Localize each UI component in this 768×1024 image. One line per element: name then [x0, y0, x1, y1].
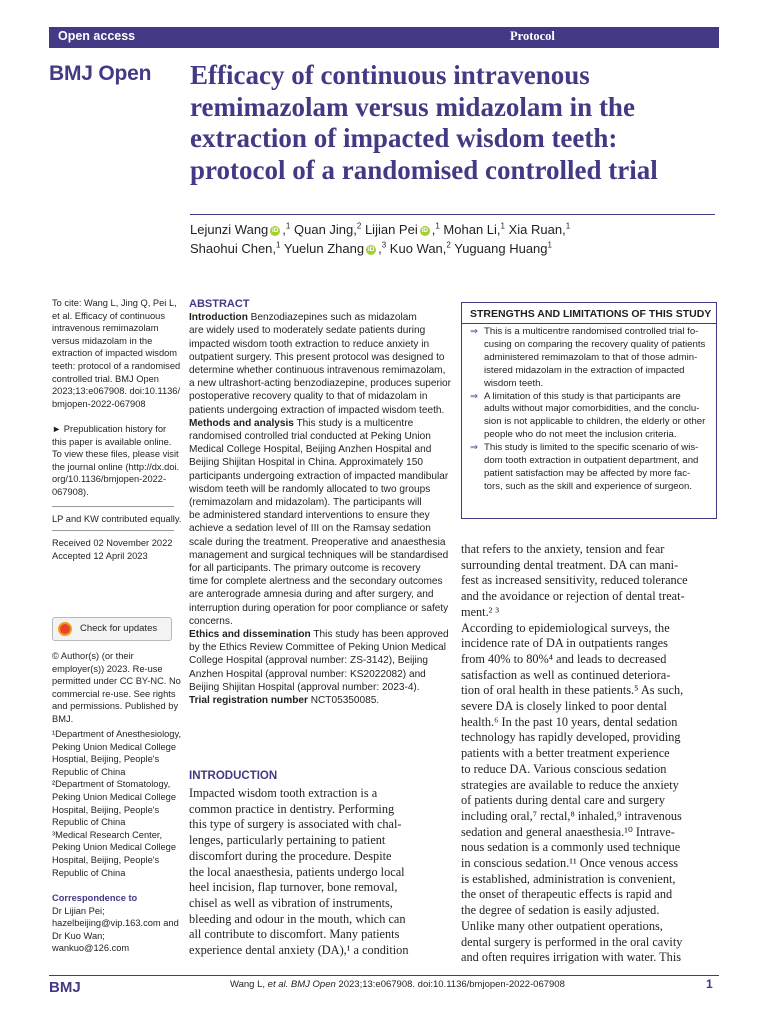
- prepub-line: ► Prepublication history for: [52, 424, 167, 434]
- body-text-line: the degree of sedation is easily adjusted.: [461, 903, 660, 918]
- abstract-line: [189, 483, 451, 496]
- copyright-line: and permissions. Published by: [52, 701, 179, 712]
- title-divider: [190, 214, 715, 215]
- abstract-line: [189, 430, 451, 443]
- body-text-line: Unlike many other outpatient operations,: [461, 918, 663, 933]
- abstract-line: [189, 681, 451, 694]
- introduction-text-col2: [461, 542, 717, 966]
- author-name: Quan Jing,: [294, 222, 357, 237]
- author-affiliation-number: 1: [547, 240, 552, 250]
- strength-line: [470, 416, 714, 429]
- introduction-heading: INTRODUCTION: [189, 770, 278, 782]
- sidebar-divider: [52, 530, 174, 531]
- box-divider: [462, 323, 716, 324]
- abstract-line: [189, 549, 451, 562]
- correspondence-heading: Correspondence to: [52, 893, 138, 903]
- body-text-line: experience dental anxiety (DA),¹ a condition: [189, 943, 409, 958]
- abstract-text: This study is a multicentre: [293, 417, 414, 429]
- abstract-text: (remimazolam and midazolam). The participants will: [189, 497, 422, 509]
- prepub-line: To view these files, please visit: [52, 449, 179, 460]
- citation-line: teeth: protocol of a randomised: [52, 360, 181, 371]
- body-text-line: and the avoidance or rejection of dental treat-: [461, 589, 685, 604]
- copyright-line: BMJ.: [52, 713, 74, 724]
- affiliation-line: Peking Union Medical College: [52, 791, 177, 802]
- body-text-line: fest as increased sensitivity, reduced tolerance: [461, 573, 688, 588]
- body-text-line: lenges, particularly pertaining to patient: [189, 833, 386, 848]
- received-date: Received 02 November 2022: [52, 538, 173, 548]
- abstract-text: interruption during operation for poor compliance or safety: [189, 602, 449, 614]
- abstract-text: outpatient surgery. This present protocol was designed to: [189, 351, 445, 363]
- abstract-line: [189, 417, 451, 430]
- abstract-line: [189, 364, 451, 377]
- equal-contribution-note: [52, 513, 180, 526]
- citation-line: extraction of impacted wisdom: [52, 348, 178, 359]
- copyright-line: employer(s)) 2023. Re-use: [52, 663, 163, 674]
- body-text-line: heel incision, flap turnover, bone removal,: [189, 880, 398, 895]
- copyright-line: permitted under CC BY-NC. No: [52, 676, 181, 687]
- footer-journal: et al. BMJ Open: [267, 979, 336, 990]
- abstract-line: [189, 562, 451, 575]
- strength-text: tors, such as the skill and experience of surgeon.: [484, 480, 692, 492]
- abstract-text: postoperative recovery quality to that of midazolam in: [189, 391, 428, 403]
- page-number: 1: [706, 977, 713, 991]
- citation-line: versus midazolam in the: [52, 335, 153, 346]
- body-text-line: of patients during dental care and surgery: [461, 793, 665, 808]
- strength-line: [470, 403, 714, 416]
- strength-line: [470, 365, 714, 378]
- abstract-subheading: Trial registration number: [189, 695, 308, 707]
- abstract-text: randomised controlled trial conducted at Peking Union: [189, 431, 431, 443]
- abstract-text: Medical College Hospital, Beijing Anzhen Hospital and: [189, 444, 432, 456]
- strength-text: This study is limited to the specific scenario of wis-: [484, 442, 699, 454]
- check-for-updates-button[interactable]: [52, 617, 172, 641]
- check-updates-label: Check for updates: [80, 623, 158, 634]
- dates-block: [52, 537, 180, 562]
- journal-logo: BMJ Open: [49, 62, 152, 85]
- body-text-line: is established, administration is convenient,: [461, 871, 676, 886]
- abstract-text: Beijing Shijitan Hospital in China. Approximately 150: [189, 457, 423, 469]
- abstract-line: [189, 602, 451, 615]
- title-line: Efficacy of continuous intravenous: [190, 60, 590, 90]
- body-text-line: discomfort during the procedure. Despite: [189, 848, 392, 863]
- author-name: Xia Ruan,: [508, 222, 566, 237]
- correspondence-line: Dr Lijian Pei;: [52, 905, 105, 916]
- footer-citation: [230, 979, 565, 990]
- copyright-line: © Author(s) (or their: [52, 651, 134, 661]
- citation-line: et al. Efficacy of continuous: [52, 310, 166, 321]
- title-line: extraction of impacted wisdom teeth:: [190, 123, 618, 153]
- abstract-line: [189, 338, 451, 351]
- body-text-line: the local anaesthesia, patients undergo local: [189, 864, 405, 879]
- bullet-arrow-icon: ⇒: [470, 326, 479, 337]
- prepub-line: 067908).: [52, 486, 89, 497]
- prepub-note[interactable]: [52, 423, 180, 499]
- body-text-line: to reduce DA. Various conscious sedation: [461, 761, 667, 776]
- abstract-text: participants undergoing extraction of impacted mandibular: [189, 470, 449, 482]
- author-name: Yuguang Huang: [454, 241, 548, 256]
- abstract-text: time for complete alertness and the secondary outcomes: [189, 576, 443, 588]
- correspondence-details: [52, 905, 180, 955]
- abstract-line: [189, 311, 451, 324]
- abstract-line: [189, 628, 451, 641]
- author-affiliation-number: 2: [446, 240, 451, 250]
- abstract-line: [189, 536, 451, 549]
- citation-line: controlled trial. BMJ Open: [52, 373, 159, 384]
- author-affiliation-number: 2: [356, 221, 362, 231]
- abstract-line: [189, 575, 451, 588]
- author-name: Lejunzi Wang: [190, 222, 269, 237]
- abstract-line: [189, 654, 451, 667]
- abstract-line: [189, 351, 451, 364]
- introduction-text-col1: [189, 786, 445, 959]
- citation-line: To cite: Wang L, Jing Q, Pei L,: [52, 298, 177, 308]
- abstract-subheading: Introduction: [189, 312, 248, 324]
- author-affiliation-number: 1: [435, 221, 440, 231]
- strength-text: administered remimazolam to that of those admin-: [484, 351, 698, 363]
- abstract-line: [189, 390, 451, 403]
- body-text-line: this type of surgery is associated with chal-: [189, 817, 402, 832]
- equal-text: LP and KW contributed equally.: [52, 514, 182, 524]
- affiliation-line: Peking Union Medical College: [52, 741, 177, 752]
- affiliation-line: ¹Department of Anesthesiology,: [52, 729, 182, 739]
- article-type-label: Protocol: [510, 29, 555, 43]
- prepub-line: this paper is available online.: [52, 436, 172, 447]
- strengths-limitations-box: [461, 302, 717, 519]
- strength-line: [470, 378, 714, 391]
- strength-line: [470, 391, 714, 404]
- copyright-line: commercial re-use. See rights: [52, 688, 176, 699]
- author-line: Lejunzi Wang iD ,$^1$ Quan Jing,$^2$ Lijian Pei iD ,$^1$ Mohan Li,$^1$ Xia Ruan,$^1$: [190, 221, 571, 237]
- strength-text: adults without major comorbidities, and the conclu-: [484, 403, 700, 415]
- abstract-line: [189, 668, 451, 681]
- prepub-line: the journal online (http://dx.doi.: [52, 461, 180, 472]
- abstract-text: This study has been approved: [310, 629, 449, 641]
- strength-text: people who do not meet the inclusion criteria.: [484, 429, 677, 441]
- abstract-subheading: Methods and analysis: [189, 417, 294, 429]
- author-affiliation-number: 1: [565, 221, 571, 231]
- abstract-text: Anzhen Hospital (approval number: KS2022082) and: [189, 668, 426, 680]
- correspondence-line: wankuo@126.com: [52, 943, 130, 954]
- body-text-line: chisel as well as vibration of instruments,: [189, 895, 393, 910]
- abstract-line: [189, 443, 451, 456]
- abstract-text: patients undergoing extraction of impacted wisdom teeth.: [189, 404, 445, 416]
- body-text-line: satisfaction as well as continued deteriora-: [461, 667, 671, 682]
- strength-line: [470, 481, 714, 494]
- body-text-line: the onset of therapeutic effects is rapid and: [461, 887, 673, 902]
- abstract-heading: ABSTRACT: [189, 298, 250, 310]
- body-text-line: strategies are available to reduce the anxiety: [461, 777, 679, 792]
- body-text-line: dental surgery is performed in the oral cavity: [461, 934, 683, 949]
- body-text-line: severe DA is closely linked to poor dental: [461, 699, 667, 714]
- open-access-label: Open access: [58, 29, 136, 43]
- body-text-line: in conscious sedation.¹¹ Once venous access: [461, 856, 679, 871]
- strength-text: patient satisfaction may be affected by more fac-: [484, 467, 691, 479]
- orcid-icon: iD: [421, 226, 428, 234]
- strength-line: [470, 429, 714, 442]
- abstract-line: [189, 470, 451, 483]
- body-text-line: that refers to the anxiety, tension and fear: [461, 542, 665, 556]
- abstract-text: Benzodiazepines such as midazolam: [247, 312, 417, 324]
- copyright-block: [52, 650, 180, 726]
- abstract-line: [189, 456, 451, 469]
- author-name: Mohan Li,: [443, 222, 501, 237]
- correspondence-line: Dr Kuo Wan;: [52, 930, 105, 941]
- correspondence-block: [52, 892, 180, 955]
- citation-block: [52, 297, 180, 410]
- abstract-line: [189, 694, 451, 707]
- abstract-text: College Hospital (approval number: ZS-3142), Beijing: [189, 655, 429, 667]
- body-text-line: including oral,⁷ rectal,⁸ inhaled,⁹ intravenous: [461, 808, 682, 823]
- sidebar-divider: [52, 506, 174, 507]
- strength-line: [470, 326, 714, 339]
- author-affiliation-number: 1: [285, 221, 291, 231]
- abstract-line: [189, 404, 451, 417]
- abstract-line: [189, 496, 451, 509]
- affiliations-block: [52, 728, 180, 879]
- body-text-line: from 40% to 80%⁴ and leads to decreased: [461, 651, 667, 666]
- abstract-text: be administered standard interventions to ensure they: [189, 510, 430, 522]
- strength-text: dom tooth extraction in outpatient department, and: [484, 455, 699, 467]
- top-banner: [49, 27, 719, 48]
- body-text-line: nous sedation is a commonly used technique: [461, 840, 681, 855]
- strength-line: [470, 339, 714, 352]
- abstract-line: [189, 377, 451, 390]
- crossmark-icon: [58, 622, 72, 636]
- strength-text: istered midazolam in the extraction of impacted: [484, 364, 685, 376]
- footer-authors: Wang L,: [230, 979, 268, 990]
- footer-doi: 2023;13:e067908. doi:10.1136/bmjopen-2022-067908: [335, 979, 565, 990]
- abstract-line: [189, 641, 451, 654]
- abstract-text: for all participants. The primary outcome is recovery: [189, 563, 421, 575]
- abstract-line: [189, 588, 451, 601]
- abstract: [189, 298, 451, 707]
- orcid-icon: iD: [272, 226, 279, 234]
- correspondence-line: hazelbeijing@vip.163.com and: [52, 918, 179, 929]
- abstract-line: [189, 615, 451, 628]
- strength-text: cusing on comparing the recovery quality of patients: [484, 338, 706, 350]
- title-line: remimazolam versus midazolam in the: [190, 91, 635, 122]
- affiliation-line: ²Department of Stomatology,: [52, 779, 171, 790]
- affiliation-line: Hosptial, Beijing, People's: [52, 754, 160, 765]
- abstract-text: management and surgical techniques will be standardised: [189, 549, 449, 561]
- accepted-date: Accepted 12 April 2023: [52, 550, 148, 561]
- strength-line: [470, 468, 714, 481]
- author-affiliation-number: 1: [500, 221, 505, 231]
- strength-text: This is a multicentre randomised controlled trial fo-: [484, 326, 699, 337]
- bullet-arrow-icon: ⇒: [470, 442, 479, 454]
- author-line: Shaohui Chen,$^1$ Yuelun Zhang iD ,$^3$ Kuo Wan,$^2$ Yuguang Huang$^1$: [190, 240, 552, 256]
- abstract-text: by the Ethics Review Committee of Peking Union Medical: [189, 642, 446, 654]
- citation-line: intravenous remimazolam: [52, 323, 159, 334]
- strength-text: wisdom teeth.: [484, 377, 544, 389]
- affiliation-line: Hospital, Beijing, People's: [52, 854, 160, 865]
- affiliation-line: Republic of China: [52, 817, 126, 828]
- footer-divider: [49, 975, 719, 976]
- strength-text: A limitation of this study is that participants are: [484, 390, 681, 402]
- abstract-line: [189, 522, 451, 535]
- body-text-line: tion of oral health in these patients.⁵ As such,: [461, 683, 684, 698]
- strength-text: sion is not applicable to children, the elderly or other: [484, 416, 706, 428]
- body-text-line: Impacted wisdom tooth extraction is a: [189, 786, 378, 800]
- author-name: Yuelun Zhang: [283, 241, 365, 256]
- abstract-text: are anterograde amnesia during and after surgery, and: [189, 589, 434, 601]
- body-text-line: sedation and general anaesthesia.¹⁰ Intrave-: [461, 824, 675, 839]
- body-text-line: technology has rapidly developed, providing: [461, 730, 681, 745]
- body-text-line: surrounding dental treatment. DA can mani-: [461, 557, 679, 572]
- abstract-text: a new ultrashort-acting benzodiazepine, produces superior: [189, 378, 452, 390]
- author-name: Kuo Wan,: [389, 241, 447, 256]
- title-line: protocol of a randomised controlled trial: [190, 154, 658, 185]
- abstract-text: achieve a sedation level of III on the Ramsay sedation: [189, 523, 431, 535]
- citation-line: 2023;13:e067908. doi:10.1136/: [52, 386, 181, 397]
- strength-line: [470, 442, 714, 455]
- abstract-text: concerns.: [189, 615, 233, 627]
- orcid-icon: iD: [367, 245, 375, 253]
- abstract-line: [189, 324, 451, 337]
- affiliation-line: ³Medical Research Center,: [52, 829, 163, 840]
- affiliation-line: Republic of China: [52, 766, 126, 777]
- abstract-text: scale during the treatment. Preoperative and anaesthesia: [189, 536, 446, 548]
- body-text-line: incidence rate of DA in outpatients ranges: [461, 636, 668, 651]
- abstract-text: NCT05350085.: [307, 695, 380, 707]
- body-text-line: bleeding and odour in the mouth, which can: [189, 911, 406, 926]
- author-affiliation-number: 1: [276, 240, 281, 250]
- abstract-subheading: Ethics and dissemination: [189, 629, 311, 641]
- strengths-list: [470, 326, 714, 494]
- abstract-text: are widely used to moderately sedate patients during: [189, 325, 426, 337]
- bmj-logo: BMJ: [49, 979, 81, 996]
- author-name: Lijian Pei: [364, 222, 418, 237]
- body-text-line: health.⁶ In the past 10 years, dental sedation: [461, 714, 678, 729]
- abstract-text: wisdom teeth will be randomly allocated to two groups: [189, 483, 431, 495]
- prepub-line: org/10.1136/bmjopen-2022-: [52, 474, 167, 485]
- body-text-line: and often requires irrigation with water. This: [461, 950, 682, 965]
- article-title: [190, 60, 730, 186]
- author-list: [190, 220, 570, 258]
- abstract-text: impacted wisdom tooth extraction to reduce anxiety in: [189, 338, 430, 350]
- abstract-text: determine whether continuous intravenous remimazolam,: [189, 365, 446, 377]
- strength-line: [470, 455, 714, 468]
- body-text-line: According to epidemiological surveys, the: [461, 620, 670, 635]
- body-text-line: all contribute to discomfort. Many patients: [189, 927, 400, 942]
- strength-line: [470, 352, 714, 365]
- abstract-text: Beijing Shijitan Hospital (approval number: 2023-4).: [189, 681, 420, 693]
- abstract-line: [189, 509, 451, 522]
- affiliation-line: Hospital, Beijing, People's: [52, 804, 160, 815]
- author-name: Shaohui Chen,: [190, 241, 277, 256]
- body-text-line: patients with a better treatment experience: [461, 746, 670, 761]
- author-affiliation-number: 3: [381, 240, 387, 250]
- body-text-line: ment.² ³: [461, 604, 500, 619]
- affiliation-line: Republic of China: [52, 867, 126, 878]
- citation-line: bmjopen-2022-067908: [52, 398, 146, 409]
- strengths-heading: STRENGTHS AND LIMITATIONS OF THIS STUDY: [470, 308, 712, 320]
- bullet-arrow-icon: ⇒: [470, 390, 479, 402]
- affiliation-line: Peking Union Medical College: [52, 842, 177, 853]
- body-text-line: common practice in dentistry. Performing: [189, 801, 395, 816]
